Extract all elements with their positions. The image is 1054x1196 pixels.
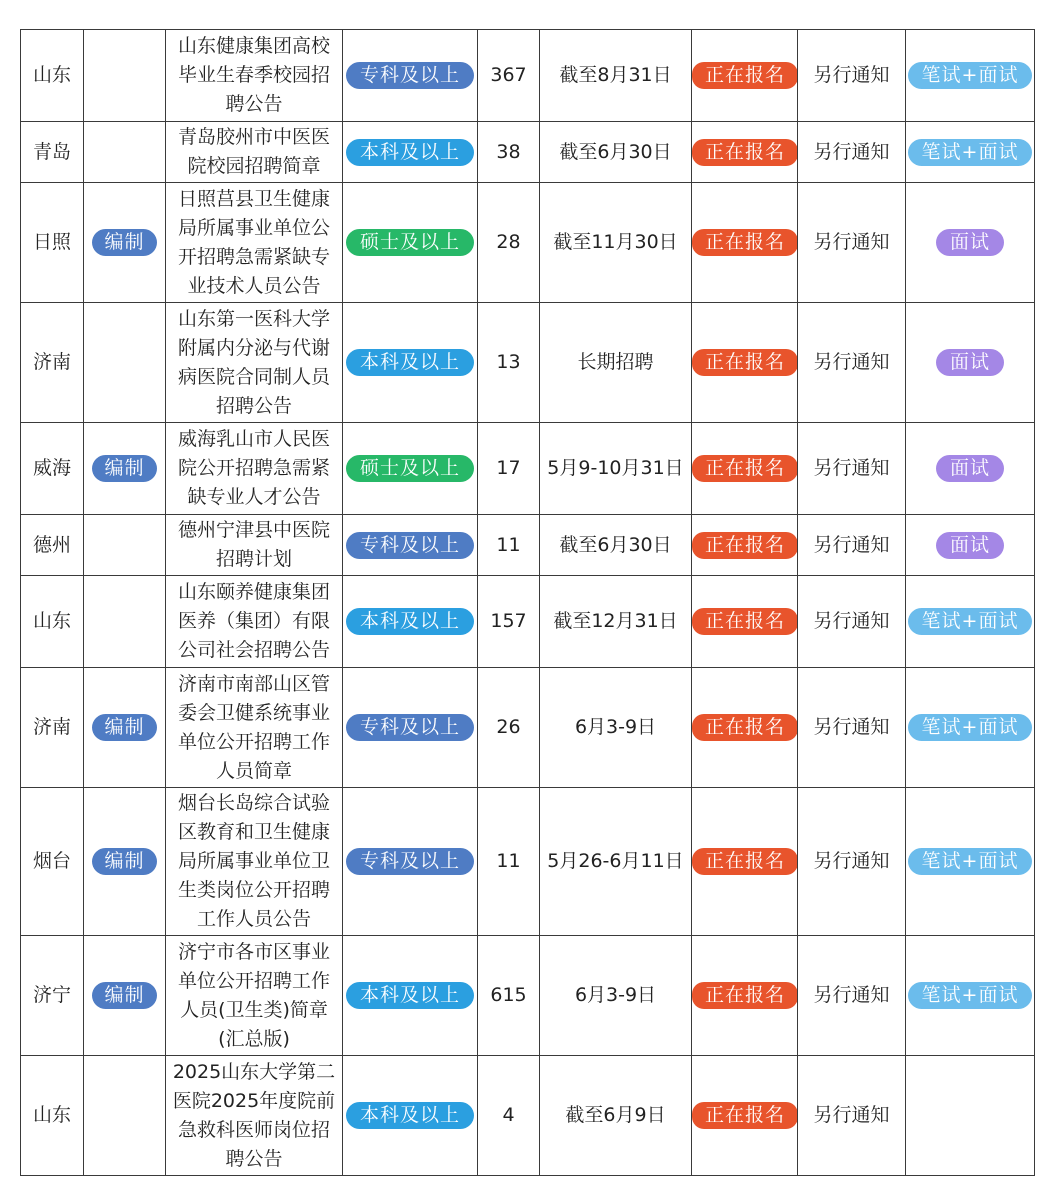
exam-type-badge: 面试 [936,349,1004,376]
exam-time-cell [798,515,906,576]
exam-time-text: 另行通知 [813,351,890,373]
title-line[interactable]: 招聘公告 [215,394,292,417]
region-cell [21,122,84,183]
recruit-count: 13 [496,351,521,373]
deadline-cell [540,668,692,788]
education-cell [343,183,478,303]
exam-time-cell [798,788,906,936]
status-badge: 正在报名 [692,349,798,376]
exam-type-cell [906,1056,1035,1176]
title-line[interactable]: 山东健康集团高校 [177,35,330,57]
education-badge: 硕士及以上 [346,229,474,256]
exam-type-badge: 面试 [936,532,1004,559]
education-badge: 专科及以上 [346,848,474,875]
exam-time-text: 另行通知 [813,850,890,872]
title-line[interactable]: 日照莒县卫生健康 [177,187,330,210]
exam-time-cell [798,1056,906,1176]
region-cell [21,668,84,788]
title-line[interactable]: 急救科医师岗位招 [177,1118,330,1141]
bianzhi-cell [84,1056,166,1176]
count-cell [478,30,540,122]
title-line[interactable]: 人员(卫生类)简章 [180,998,328,1021]
count-cell [478,515,540,576]
count-cell [478,668,540,788]
education-badge: 本科及以上 [346,982,474,1009]
education-badge: 本科及以上 [346,608,474,635]
exam-time-cell [798,936,906,1056]
table-row [21,668,1035,788]
region-cell [21,1056,84,1176]
exam-time-cell [798,668,906,788]
region-cell [21,515,84,576]
exam-type-cell [906,576,1035,668]
exam-type-cell [906,936,1035,1056]
exam-time-cell [798,30,906,122]
exam-time-cell [798,183,906,303]
title-line[interactable]: 山东颐养健康集团 [177,581,330,603]
title-line[interactable]: 单位公开招聘工作 [177,969,330,992]
table-row [21,788,1035,936]
title-line[interactable]: 生类岗位公开招聘 [177,879,330,901]
exam-type-cell [906,30,1035,122]
bianzhi-cell [84,423,166,515]
bianzhi-cell [84,576,166,668]
recruit-count: 367 [490,64,527,86]
table-row [21,515,1035,576]
title-line[interactable]: 局所属事业单位公 [177,216,330,239]
title-line[interactable]: 院校园招聘简章 [187,155,321,177]
recruit-count: 28 [496,231,521,253]
exam-type-badge: 笔试+面试 [908,62,1032,89]
title-line[interactable]: 工作人员公告 [196,908,311,930]
status-cell [692,576,798,668]
count-cell [478,423,540,515]
recruit-count: 11 [496,850,521,872]
region-text: 威海 [32,457,71,479]
education-badge: 专科及以上 [346,532,474,559]
title-line[interactable]: 单位公开招聘工作 [177,730,330,753]
bianzhi-cell [84,30,166,122]
exam-time-text: 另行通知 [813,231,890,253]
title-line[interactable]: 山东第一医科大学 [177,307,330,330]
table-row [21,936,1035,1056]
education-cell [343,788,478,936]
title-line[interactable]: 病医院合同制人员 [177,365,330,388]
education-badge: 专科及以上 [346,62,474,89]
title-line[interactable]: 院公开招聘急需紧 [177,457,330,479]
status-badge: 正在报名 [692,1102,798,1129]
deadline-cell [540,515,692,576]
count-cell [478,1056,540,1176]
count-cell [478,303,540,423]
deadline-cell [540,423,692,515]
region-cell [21,576,84,668]
education-cell [343,668,478,788]
status-badge: 正在报名 [692,62,798,89]
exam-type-badge: 笔试+面试 [908,139,1032,166]
education-cell [343,303,478,423]
exam-type-badge: 笔试+面试 [908,608,1032,635]
exam-type-badge: 面试 [936,229,1004,256]
status-badge: 正在报名 [692,139,798,166]
status-badge: 正在报名 [692,714,798,741]
title-line[interactable]: 烟台长岛综合试验 [177,792,330,814]
education-badge: 本科及以上 [346,139,474,166]
recruit-count: 157 [490,610,527,632]
status-cell [692,515,798,576]
title-line[interactable]: 公司社会招聘公告 [177,639,330,661]
education-cell [343,936,478,1056]
deadline-cell [540,576,692,668]
title-line[interactable]: 济宁市各市区事业 [177,940,330,963]
status-cell [692,936,798,1056]
region-cell [21,303,84,423]
table-row [21,122,1035,183]
table-row [21,183,1035,303]
title-line[interactable]: 德州宁津县中医院 [177,519,330,541]
title-line[interactable]: 附属内分泌与代谢 [177,336,330,359]
title-line[interactable]: 青岛胶州市中医医 [177,126,330,148]
status-cell [692,1056,798,1176]
region-cell [21,183,84,303]
title-line[interactable]: (汇总版) [218,1027,290,1050]
title-line[interactable]: 开招聘急需紧缺专 [177,245,330,268]
status-cell [692,668,798,788]
status-cell [692,30,798,122]
education-cell [343,515,478,576]
status-badge: 正在报名 [692,229,798,256]
bianzhi-cell [84,515,166,576]
recruit-count: 17 [496,457,521,479]
region-cell [21,30,84,122]
table-row [21,576,1035,668]
recruit-count: 26 [496,716,521,738]
deadline-cell [540,303,692,423]
region-text: 德州 [32,533,71,556]
exam-time-text: 另行通知 [813,64,890,86]
exam-time-cell [798,303,906,423]
title-line[interactable]: 委会卫健系统事业 [177,701,330,724]
education-badge: 本科及以上 [346,349,474,376]
deadline-cell [540,1056,692,1176]
title-line[interactable]: 聘公告 [225,93,283,115]
deadline-text: 截至6月30日 [559,140,672,163]
exam-time-text: 另行通知 [813,984,890,1006]
deadline-text: 截至8月31日 [559,64,672,86]
status-cell [692,183,798,303]
education-cell [343,1056,478,1176]
bianzhi-cell [84,936,166,1056]
exam-time-text: 另行通知 [813,140,890,163]
deadline-cell [540,788,692,936]
table-row [21,30,1035,122]
table-row [21,423,1035,515]
count-cell [478,183,540,303]
exam-type-cell [906,668,1035,788]
education-cell [343,423,478,515]
region-text: 青岛 [32,140,71,163]
exam-time-text: 另行通知 [813,457,890,479]
count-cell [478,936,540,1056]
title-cell [166,122,343,183]
title-cell [166,576,343,668]
title-line[interactable]: 人员简章 [215,759,292,782]
count-cell [478,122,540,183]
title-line[interactable]: 济南市南部山区管 [177,672,330,695]
bianzhi-badge: 编制 [92,848,156,875]
bianzhi-badge: 编制 [92,982,156,1009]
deadline-text: 6月3-9日 [574,984,657,1006]
status-badge: 正在报名 [692,455,798,482]
exam-type-badge: 笔试+面试 [908,714,1032,741]
deadline-text: 5月26-6月11日 [547,850,684,872]
deadline-text: 截至11月30日 [553,231,678,253]
education-badge: 硕士及以上 [346,455,474,482]
exam-type-cell [906,423,1035,515]
title-line[interactable]: 毕业生春季校园招 [177,64,330,86]
bianzhi-cell [84,668,166,788]
exam-type-cell [906,303,1035,423]
exam-time-cell [798,122,906,183]
deadline-text: 5月9-10月31日 [547,457,684,479]
title-cell [166,788,343,936]
bianzhi-cell [84,122,166,183]
status-badge: 正在报名 [692,608,798,635]
region-cell [21,936,84,1056]
title-line[interactable]: 业技术人员公告 [187,274,321,297]
title-line[interactable]: 2025山东大学第二 [172,1060,336,1083]
recruitment-table [20,29,1035,1176]
title-cell [166,668,343,788]
bianzhi-cell [84,788,166,936]
deadline-text: 截至6月30日 [559,533,672,556]
deadline-text: 6月3-9日 [574,716,657,738]
exam-time-text: 另行通知 [813,533,890,556]
status-cell [692,788,798,936]
exam-time-text: 另行通知 [813,716,890,738]
title-line[interactable]: 区教育和卫生健康 [177,821,330,843]
deadline-cell [540,183,692,303]
status-cell [692,303,798,423]
exam-type-cell [906,515,1035,576]
table-row [21,303,1035,423]
title-cell [166,1056,343,1176]
education-cell [343,576,478,668]
title-cell [166,423,343,515]
status-cell [692,423,798,515]
bianzhi-cell [84,183,166,303]
status-badge: 正在报名 [692,982,798,1009]
region-text: 山东 [32,64,71,86]
deadline-cell [540,936,692,1056]
region-text: 济宁 [32,984,71,1006]
status-cell [692,122,798,183]
table-row [21,1056,1035,1176]
exam-type-cell [906,788,1035,936]
region-cell [21,788,84,936]
table-body [21,30,1035,1176]
deadline-text: 长期招聘 [577,351,654,373]
exam-type-cell [906,122,1035,183]
title-line[interactable]: 局所属事业单位卫 [177,850,330,872]
region-text: 济南 [32,716,71,738]
title-cell [166,183,343,303]
exam-time-text: 另行通知 [813,610,890,632]
region-text: 烟台 [32,850,71,872]
region-text: 济南 [32,351,71,373]
title-cell [166,303,343,423]
education-badge: 专科及以上 [346,714,474,741]
bianzhi-badge: 编制 [92,455,156,482]
deadline-cell [540,122,692,183]
education-badge: 本科及以上 [346,1102,474,1129]
bianzhi-badge: 编制 [92,714,156,741]
title-line[interactable]: 缺专业人才公告 [187,486,321,508]
title-line[interactable]: 聘公告 [225,1147,283,1170]
region-cell [21,423,84,515]
deadline-text: 截至12月31日 [553,610,678,632]
deadline-text: 截至6月9日 [565,1104,666,1126]
region-text: 日照 [32,231,71,253]
bianzhi-badge: 编制 [92,229,156,256]
recruit-count: 4 [502,1104,515,1126]
education-cell [343,122,478,183]
recruit-count: 615 [490,984,527,1006]
bianzhi-cell [84,303,166,423]
exam-time-text: 另行通知 [813,1104,890,1126]
title-line[interactable]: 威海乳山市人民医 [177,428,330,450]
exam-time-cell [798,576,906,668]
title-line[interactable]: 招聘计划 [215,548,292,570]
status-badge: 正在报名 [692,532,798,559]
exam-type-badge: 笔试+面试 [908,982,1032,1009]
recruit-count: 38 [496,140,521,163]
count-cell [478,576,540,668]
count-cell [478,788,540,936]
exam-type-badge: 笔试+面试 [908,848,1032,875]
title-line[interactable]: 医养（集团）有限 [177,610,330,632]
region-text: 山东 [32,610,71,632]
exam-type-badge: 面试 [936,455,1004,482]
title-cell [166,515,343,576]
title-cell [166,936,343,1056]
title-cell [166,30,343,122]
exam-time-cell [798,423,906,515]
recruit-count: 11 [496,533,521,556]
title-line[interactable]: 医院2025年度院前 [172,1089,336,1112]
education-cell [343,30,478,122]
region-text: 山东 [32,1104,71,1126]
deadline-cell [540,30,692,122]
exam-type-cell [906,183,1035,303]
status-badge: 正在报名 [692,848,798,875]
